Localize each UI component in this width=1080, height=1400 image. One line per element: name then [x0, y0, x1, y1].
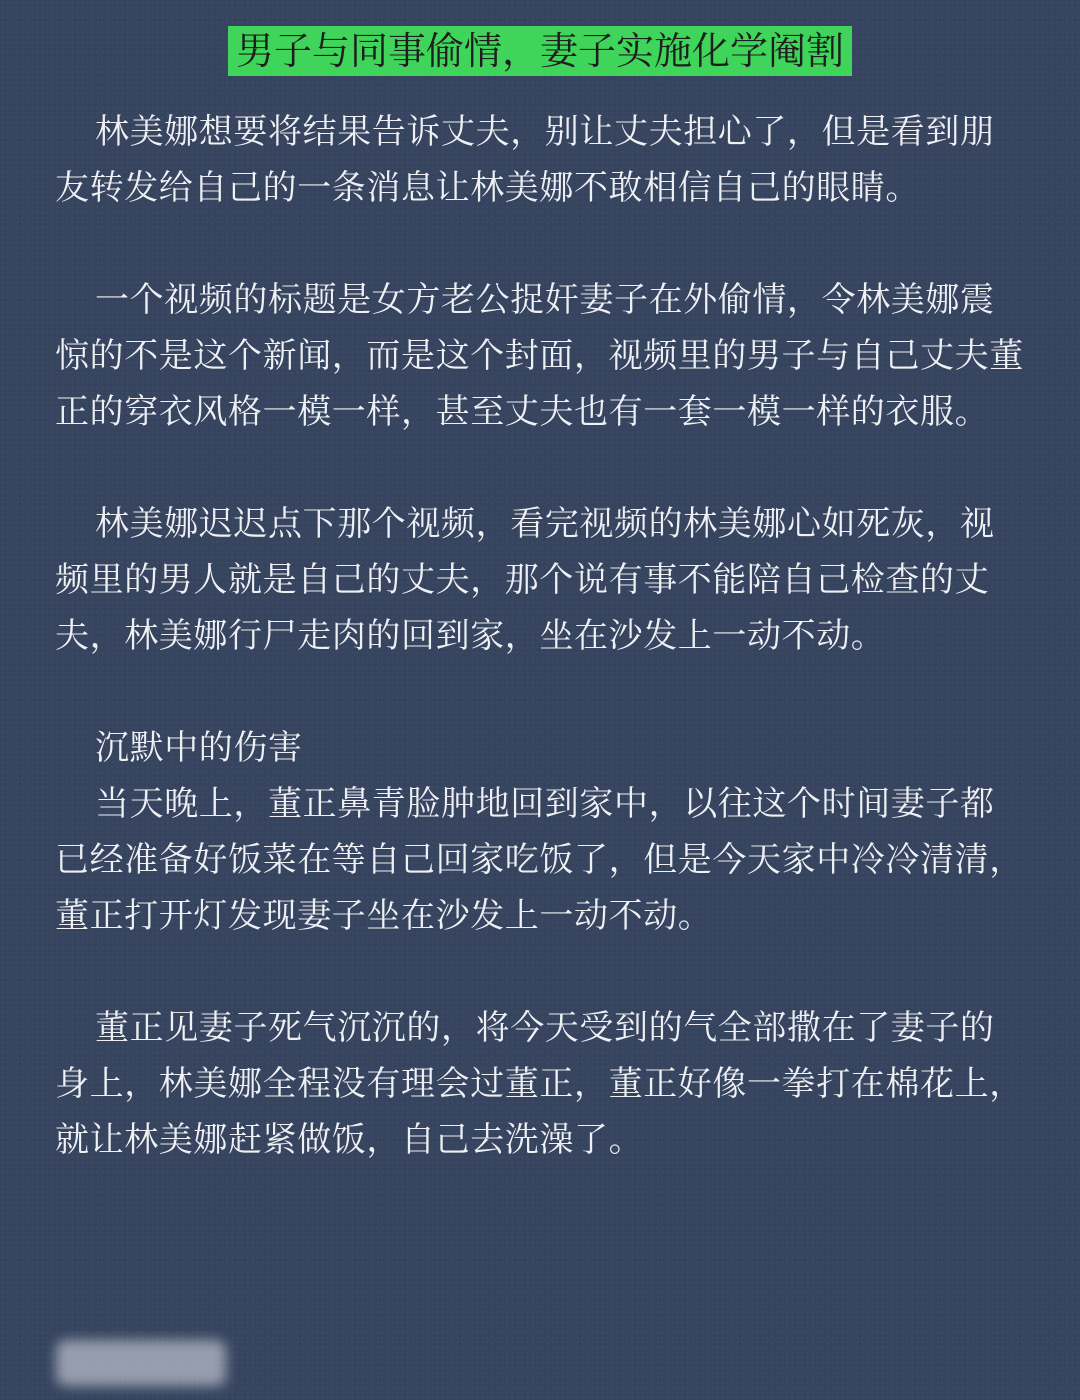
section-heading: 沉默中的伤害 [95, 728, 303, 768]
paragraph-5: 董正见妻子死气沉沉的，将今天受到的气全部撒在了妻子的身上，林美娜全程没有理会过董正，董正好像一拳打在棉花上，就让林美娜赶紧做饭，自己去洗澡了。 [55, 1008, 1024, 1160]
watermark-blur [56, 1340, 226, 1386]
paragraph-4: 当天晚上，董正鼻青脸肿地回到家中，以往这个时间妻子都已经准备好饭菜在等自己回家吃饭了，但是今天家中冷冷清清，董正打开灯发现妻子坐在沙发上一动不动。 [55, 784, 1024, 936]
paragraph-2: 一个视频的标题是女方老公捉奸妻子在外偷情，令林美娜震惊的不是这个新闻，而是这个封面，视频里的男子与自己丈夫董正的穿衣风格一模一样，甚至丈夫也有一套一模一样的衣服。 [55, 280, 1024, 432]
paragraph-1: 林美娜想要将结果告诉丈夫，别让丈夫担心了，但是看到朋友转发给自己的一条消息让林美娜不敢相信自己的眼睛。 [55, 112, 995, 208]
paragraph-3: 林美娜迟迟点下那个视频，看完视频的林美娜心如死灰，视频里的男人就是自己的丈夫，那个说有事不能陪自己检查的丈夫，林美娜行尸走肉的回到家，坐在沙发上一动不动。 [55, 504, 995, 656]
title-bar [0, 26, 1080, 76]
article-title: 男子与同事偷情，妻子实施化学阉割 [228, 26, 852, 76]
article-body [55, 104, 1025, 1168]
